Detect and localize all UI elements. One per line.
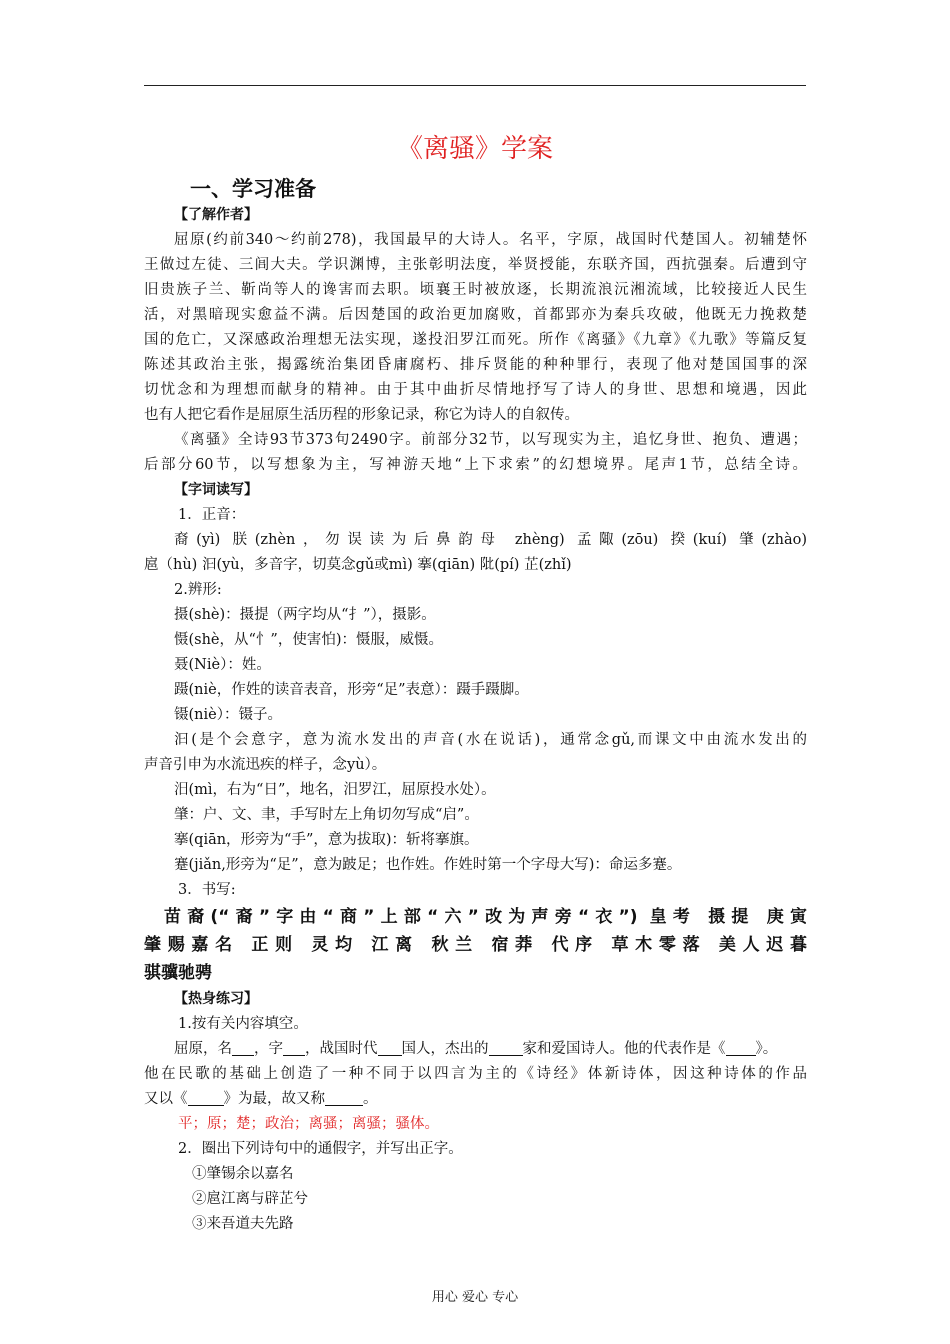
fill-in-line — [144, 1037, 807, 1062]
poem-paragraph-line: 《离骚》全诗93节373句2490字。前部分32节，以写现实为主，追忆身世、抱负、遭遇； — [174, 432, 807, 448]
poem-item: ③来吾道夫先路 — [192, 1216, 294, 1232]
writing-line: 肇赐嘉名 正则 灵均 江离 秋兰 宿莽 代序 草木零落 美人迟暮 — [144, 935, 807, 955]
fill-text: 屈原，名 — [174, 1041, 232, 1057]
fill-in-line — [144, 1087, 807, 1112]
shape-line: 蹇(jiǎn,形旁为“足”，意为跛足；也作姓。作姓时第一个字母大写)：命运多蹇。 — [174, 857, 682, 873]
writing-line: 苗裔(“裔”字由“商”上部“六”改为声旁“衣”) 皇考 摄提 庚寅 — [164, 907, 807, 927]
page-footer: 用心 爱心 专心 — [431, 1290, 519, 1305]
fill-text: 家和爱国诗人。他的代表作是《 — [522, 1041, 726, 1057]
answer-blank[interactable] — [232, 1039, 254, 1056]
author-paragraph-line: 屈原(约前340～约前278)，我国最早的大诗人。名平，字原，战国时代楚国人。初辅楚怀 — [174, 232, 807, 248]
writing-heading: 3．书写: — [178, 882, 236, 898]
author-heading: 【了解作者】 — [174, 207, 258, 223]
question-1: 1.按有关内容填空。 — [178, 1016, 308, 1032]
practice-heading: 【热身练习】 — [174, 991, 258, 1007]
shape-line: 聂(Niè）：姓。 — [174, 657, 271, 673]
answer-blank[interactable] — [489, 1039, 523, 1056]
shape-heading: 2.辨形: — [174, 582, 222, 598]
shape-line: 搴(qiān，形旁为“手”，意为拔取)：斩将搴旗。 — [174, 832, 479, 848]
shape-line: 摄(shè)：摄提（两字均从“扌”），摄影。 — [174, 607, 436, 623]
answer-blank[interactable] — [378, 1039, 402, 1056]
shape-line: 镊(niè）：镊子。 — [174, 707, 282, 723]
answer-blank[interactable] — [325, 1089, 363, 1106]
author-paragraph-line: 活，对黑暗现实愈益不满。后因楚国的政治更加腐败，首都郢亦为秦兵攻破，他既无力挽救楚 — [144, 307, 807, 323]
author-paragraph-line: 陈述其政治主张，揭露统治集团昏庸腐朽、排斥贤能的种种罪行，表现了他对楚国国事的深 — [144, 357, 807, 373]
fill-text: 。 — [363, 1091, 378, 1107]
words-heading: 【字词读写】 — [174, 482, 258, 498]
fill-text: ，战国时代 — [305, 1041, 378, 1057]
fill-text: 》。 — [755, 1041, 778, 1057]
author-paragraph-line: 王做过左徒、三闾大夫。学识渊博，主张彰明法度，举贤授能，东联齐国，西抗强秦。后遭到守 — [144, 257, 807, 273]
section-heading: 一、学习准备 — [190, 177, 316, 201]
shape-line: 汨(mì，右为“日”，地名，汨罗江，屈原投水处）。 — [174, 782, 496, 798]
answer-key: 平；原；楚；政治；离骚；离骚；骚体。 — [178, 1116, 439, 1132]
author-paragraph-line: 旧贵族子兰、靳尚等人的谗害而去职。顷襄王时被放逐，长期流浪沅湘流域，比较接近人民生 — [144, 282, 807, 298]
shape-line: 汩(是个会意字，意为流水发出的声音(水在说话)，通常念gǔ,而课文中由流水发出的 — [174, 732, 807, 748]
author-paragraph-line: 国的危亡，又深感政治理想无法实现，遂投汨罗江而死。所作《离骚》《九章》《九歌》等篇反复 — [144, 332, 807, 348]
shape-line: 慑(shè，从“忄”，使害怕)：慑服，威慑。 — [174, 632, 443, 648]
author-paragraph-line: 也有人把它看作是屈原生活历程的形象记录，称它为诗人的自叙传。 — [144, 407, 579, 423]
shape-line: 肇：户、文、聿，手写时左上角切勿写成“启”。 — [174, 807, 479, 823]
header-rule — [144, 85, 806, 86]
answer-blank[interactable] — [726, 1039, 756, 1056]
fill-text: 》为最，故又称 — [223, 1091, 325, 1107]
shape-line: 蹑(niè，作姓的读音表音，形旁“足”表意）：蹑手蹑脚。 — [174, 682, 529, 698]
poem-paragraph-line: 后部分60节，以写想象为主，写神游天地“上下求索”的幻想境界。尾声1节，总结全诗。 — [144, 457, 807, 473]
answer-blank[interactable] — [283, 1039, 305, 1056]
fill-text: ，字 — [254, 1041, 283, 1057]
poem-item: ②扈江离与辟芷兮 — [192, 1191, 308, 1207]
document-body — [144, 203, 807, 1237]
pronunciation-line: 裔(yì) 朕(zhèn，勿误读为后鼻韵母 zhèng) 孟陬(zōu) 揆(kuí) 肇(zhào) — [174, 532, 807, 548]
poem-item: ①肇锡余以嘉名 — [192, 1166, 294, 1182]
fill-text: 又以《 — [144, 1091, 188, 1107]
fill-text: 国人，杰出的 — [401, 1041, 489, 1057]
question-2: 2．圈出下列诗句中的通假字，并写出正字。 — [178, 1141, 463, 1157]
shape-line: 声音引申为水流迅疾的样子，念yù）。 — [144, 757, 387, 773]
pronunciation-line: 扈（hù) 汩(yù，多音字，切莫念gǔ或mì) 搴(qiān) 阰(pí) 芷(zhǐ) — [144, 557, 572, 573]
pronunciation-heading: 1．正音： — [178, 507, 246, 523]
fill-in-line: 他在民歌的基础上创造了一种不同于以四言为主的《诗经》体新诗体，因这种诗体的作品 — [144, 1066, 807, 1082]
answer-blank[interactable] — [188, 1089, 224, 1106]
writing-line: 骐骥驰骋 — [144, 963, 212, 983]
author-paragraph-line: 切忧念和为理想而献身的精神。由于其中曲折尽情地抒写了诗人的身世、思想和境遇，因此 — [144, 382, 807, 398]
page-title: 《离骚》学案 — [396, 134, 553, 164]
